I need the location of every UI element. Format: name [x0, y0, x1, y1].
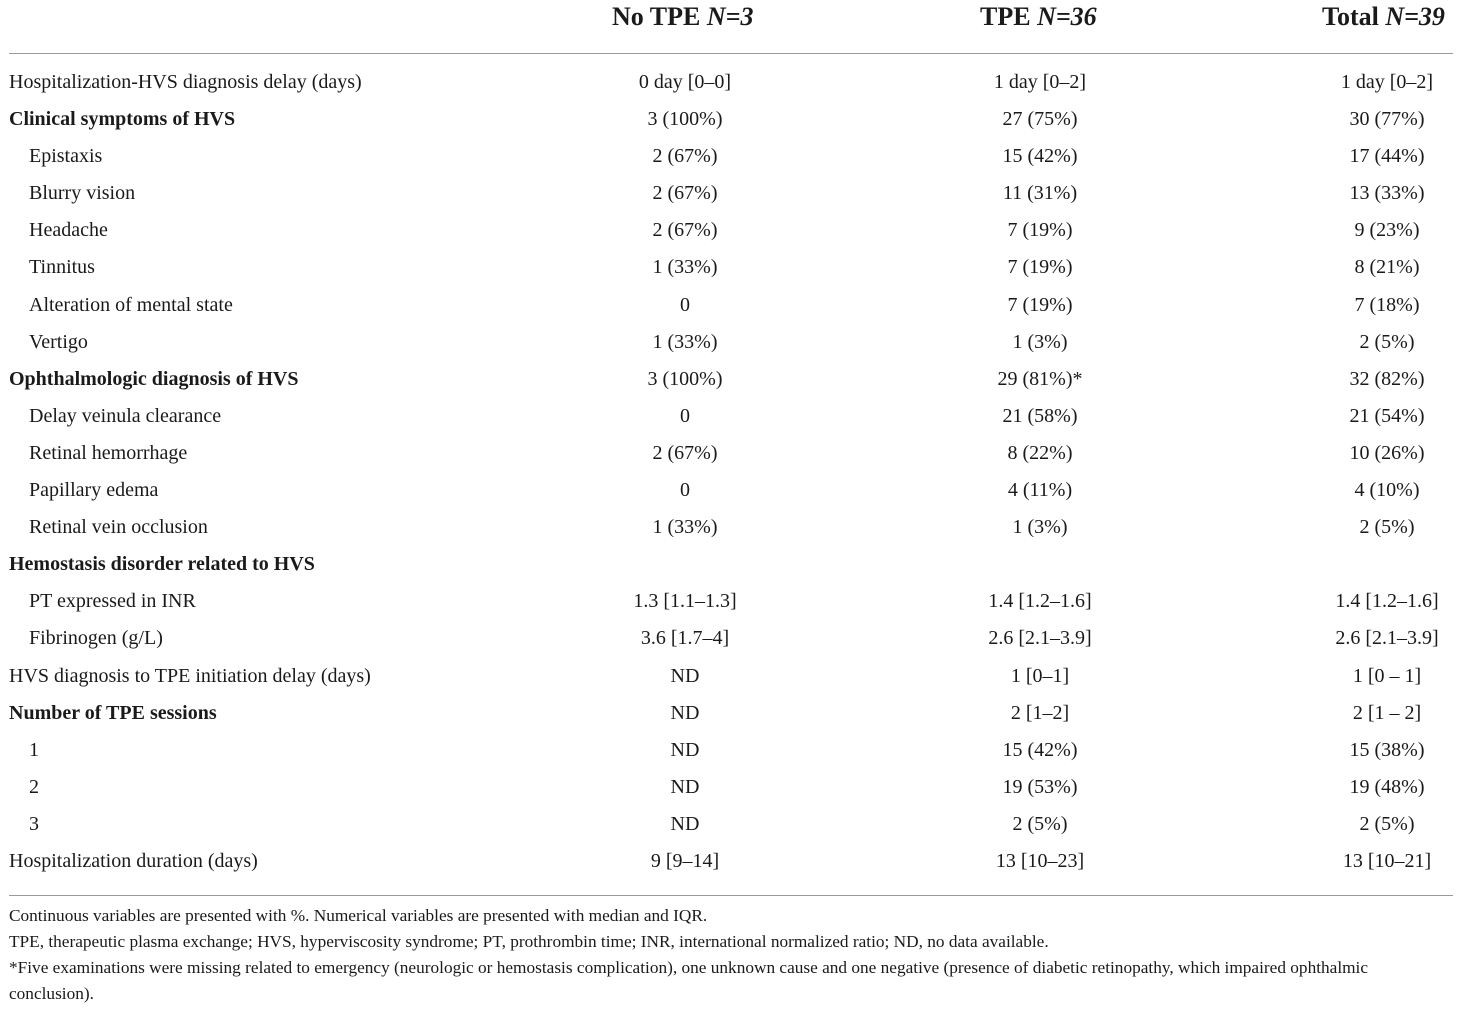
- table-row: Fibrinogen (g/L) 3.6 [1.7–4] 2.6 [2.1–3.9] 2.6 [2.1–3.9]: [29, 627, 1439, 650]
- header-no-tpe: No TPE N=3: [612, 2, 754, 31]
- table-row: Vertigo 1 (33%) 1 (3%) 2 (5%): [29, 330, 1415, 353]
- footnote-missing-exams: *Five examinations were missing related to emergency (neurologic or hemostasis complication), one unknown cause and one negative (presence of diabetic retinopathy, which impaired ophthalmic conclusion).: [9, 958, 1369, 1003]
- footer-divider: [9, 895, 1453, 896]
- table-row: 3 ND 2 (5%) 2 (5%): [29, 812, 1415, 835]
- table-row: 2 ND 19 (53%) 19 (48%): [29, 775, 1425, 798]
- table-header: [0, 0, 1460, 50]
- table-row: Hemostasis disorder related to HVS: [9, 553, 315, 576]
- footnote-variables: Continuous variables are presented with %. Numerical variables are presented with median and IQR.: [9, 906, 708, 925]
- table-row: Hospitalization duration (days) 9 [9–14] 13 [10–23] 13 [10–21]: [9, 849, 1432, 872]
- table-row: Tinnitus 1 (33%) 7 (19%) 8 (21%): [29, 256, 1420, 279]
- table-footnotes: [9, 903, 1454, 1007]
- table-row: HVS diagnosis to TPE initiation delay (days) ND 1 [0–1] 1 [0 – 1]: [9, 664, 1422, 687]
- header-tpe: TPE N=36: [980, 2, 1097, 31]
- table-row: Clinical symptoms of HVS 3 (100%) 27 (75%) 30 (77%): [9, 108, 1425, 131]
- table-row: Papillary edema 0 4 (11%) 4 (10%): [29, 479, 1420, 502]
- table-row: Alteration of mental state 0 7 (19%) 7 (18%): [29, 293, 1420, 316]
- header-total: Total N=39: [1322, 2, 1445, 31]
- table-row: 1 ND 15 (42%) 15 (38%): [29, 738, 1425, 761]
- table-row: Epistaxis 2 (67%) 15 (42%) 17 (44%): [29, 145, 1425, 168]
- table-row: Number of TPE sessions ND 2 [1–2] 2 [1 – 2]: [9, 701, 1422, 724]
- table-body: [0, 66, 1460, 882]
- table-row: Ophthalmologic diagnosis of HVS 3 (100%) 29 (81%)* 32 (82%): [9, 367, 1425, 390]
- header-divider: [9, 53, 1453, 54]
- table-row: Blurry vision 2 (67%) 11 (31%) 13 (33%): [29, 182, 1425, 205]
- table-row: Hospitalization-HVS diagnosis delay (days) 0 day [0–0] 1 day [0–2] 1 day [0–2]: [9, 71, 1434, 93]
- table-row: Retinal hemorrhage 2 (67%) 8 (22%) 10 (26%): [29, 441, 1425, 464]
- table-row: Retinal vein occlusion 1 (33%) 1 (3%) 2 (5%): [29, 516, 1415, 539]
- footnote-abbreviations: TPE, therapeutic plasma exchange; HVS, hyperviscosity syndrome; PT, prothrombin time; INR, international normalized ratio; ND, no data available.: [9, 932, 1049, 951]
- table-row: Delay veinula clearance 0 21 (58%) 21 (54%): [29, 404, 1425, 427]
- table-row: Headache 2 (67%) 7 (19%) 9 (23%): [29, 219, 1420, 242]
- table-row: PT expressed in INR 1.3 [1.1–1.3] 1.4 [1.2–1.6] 1.4 [1.2–1.6]: [29, 590, 1439, 613]
